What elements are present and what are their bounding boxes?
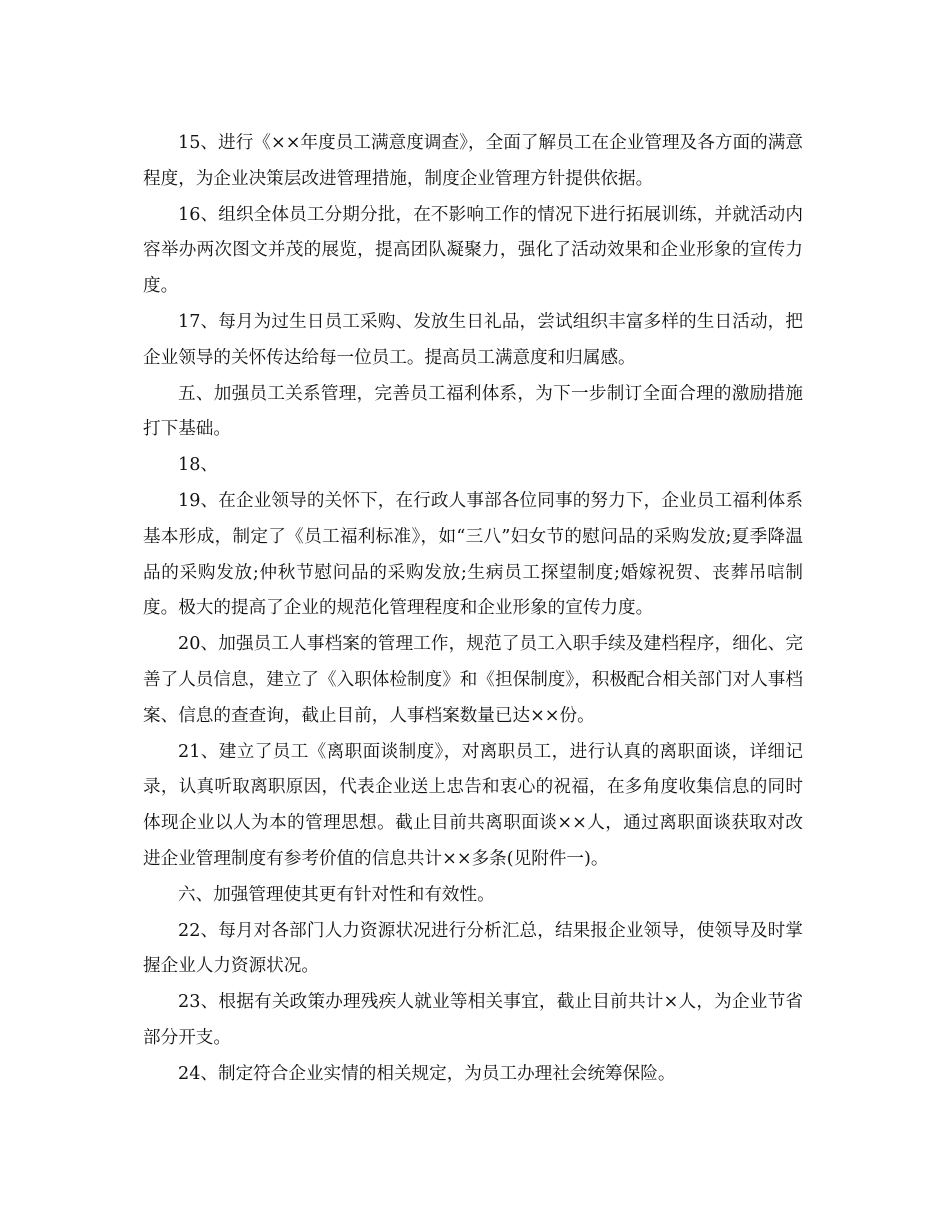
document-page [143, 126, 803, 1093]
section-heading-6: 六、加强管理使其更有针对性和有效性。 [178, 884, 495, 905]
paragraph-24: 24、制定符合企业实情的相关规定，为员工办理社会统筹保险。 [178, 1063, 676, 1084]
paragraph-19: 19、在企业领导的关怀下，在行政人事部各位同事的努力下，企业员工福利体系基本形成，制定了《员工福利标准》，如“三八”妇女节的慰问品的采购发放;夏季降温品的采购发放;仲秋节慰问品的采购发放;生病员工探望制度;婚嫁祝贺、丧葬吊唁制度。极大的提高了企业的规范化管理程度和企业形象的宣传力度。 [143, 490, 803, 619]
paragraph-18: 18、 [178, 455, 218, 476]
section-heading-5: 五、加强员工关系管理，完善员工福利体系，为下一步制订全面合理的激励措施打下基础。 [143, 383, 803, 440]
paragraph-23: 23、根据有关政策办理残疾人就业等相关事宜，截止目前共计×人，为企业节省部分开支。 [143, 992, 803, 1048]
paragraph-22: 22、每月对各部门人力资源状况进行分析汇总，结果报企业领导，使领导及时掌握企业人力资源状况。 [143, 920, 803, 977]
paragraph-17: 17、每月为过生日员工采购、发放生日礼品，尝试组织丰富多样的生日活动，把企业领导的关怀传达给每一位员工。提高员工满意度和归属感。 [143, 311, 803, 368]
paragraph-21: 21、建立了员工《离职面谈制度》，对离职员工，进行认真的离职面谈，详细记录，认真听取离职原因，代表企业送上忠告和衷心的祝福，在多角度收集信息的同时体现企业以人为本的管理思想。截止目前共离职面谈××人，通过离职面谈获取对改进企业管理制度有参考价值的信息共计××多条(见附件一)。 [143, 741, 803, 869]
paragraph-15: 15、进行《××年度员工满意度调查》，全面了解员工在企业管理及各方面的满意程度，为企业决策层改进管理措施，制度企业管理方针提供依据。 [143, 133, 803, 189]
paragraph-20: 20、加强员工人事档案的管理工作，规范了员工入职手续及建档程序，细化、完善了人员信息，建立了《入职体检制度》和《担保制度》，积极配合相关部门对人事档案、信息的查查询，截止目前，人事档案数量已达××份。 [143, 634, 803, 726]
paragraph-16: 16、组织全体员工分期分批，在不影响工作的情况下进行拓展训练，并就活动内容举办两次图文并茂的展览，提高团队凝聚力，强化了活动效果和企业形象的宣传力度。 [143, 204, 803, 297]
